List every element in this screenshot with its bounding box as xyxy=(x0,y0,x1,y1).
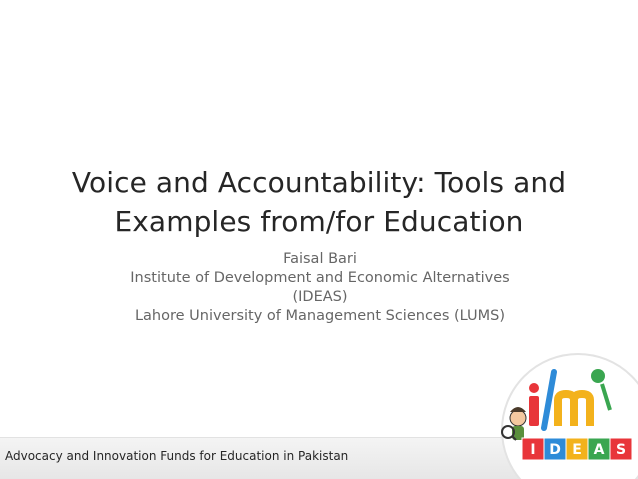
institute-acronym: (IDEAS) xyxy=(292,289,348,305)
slide-title xyxy=(30,163,608,241)
svg-text:E: E xyxy=(572,442,582,458)
ideas-blocks xyxy=(522,438,632,460)
ilm-ideas-logo-icon xyxy=(498,350,638,479)
svg-text:D: D xyxy=(549,442,561,458)
slide-subtitle xyxy=(60,250,580,326)
institute-name: Institute of Development and Economic Alternatives xyxy=(130,270,510,286)
svg-text:A: A xyxy=(593,442,605,458)
footer-text: Advocacy and Innovation Funds for Education in Pakistan xyxy=(5,449,349,463)
title-line-1: Voice and Accountability: Tools and xyxy=(71,166,567,199)
university-name: Lahore University of Management Sciences (LUMS) xyxy=(134,308,506,324)
svg-text:S: S xyxy=(615,442,627,458)
svg-text:I: I xyxy=(530,442,536,458)
title-line-2: Examples from/for Education xyxy=(114,205,524,238)
author-name: Faisal Bari xyxy=(283,251,357,267)
